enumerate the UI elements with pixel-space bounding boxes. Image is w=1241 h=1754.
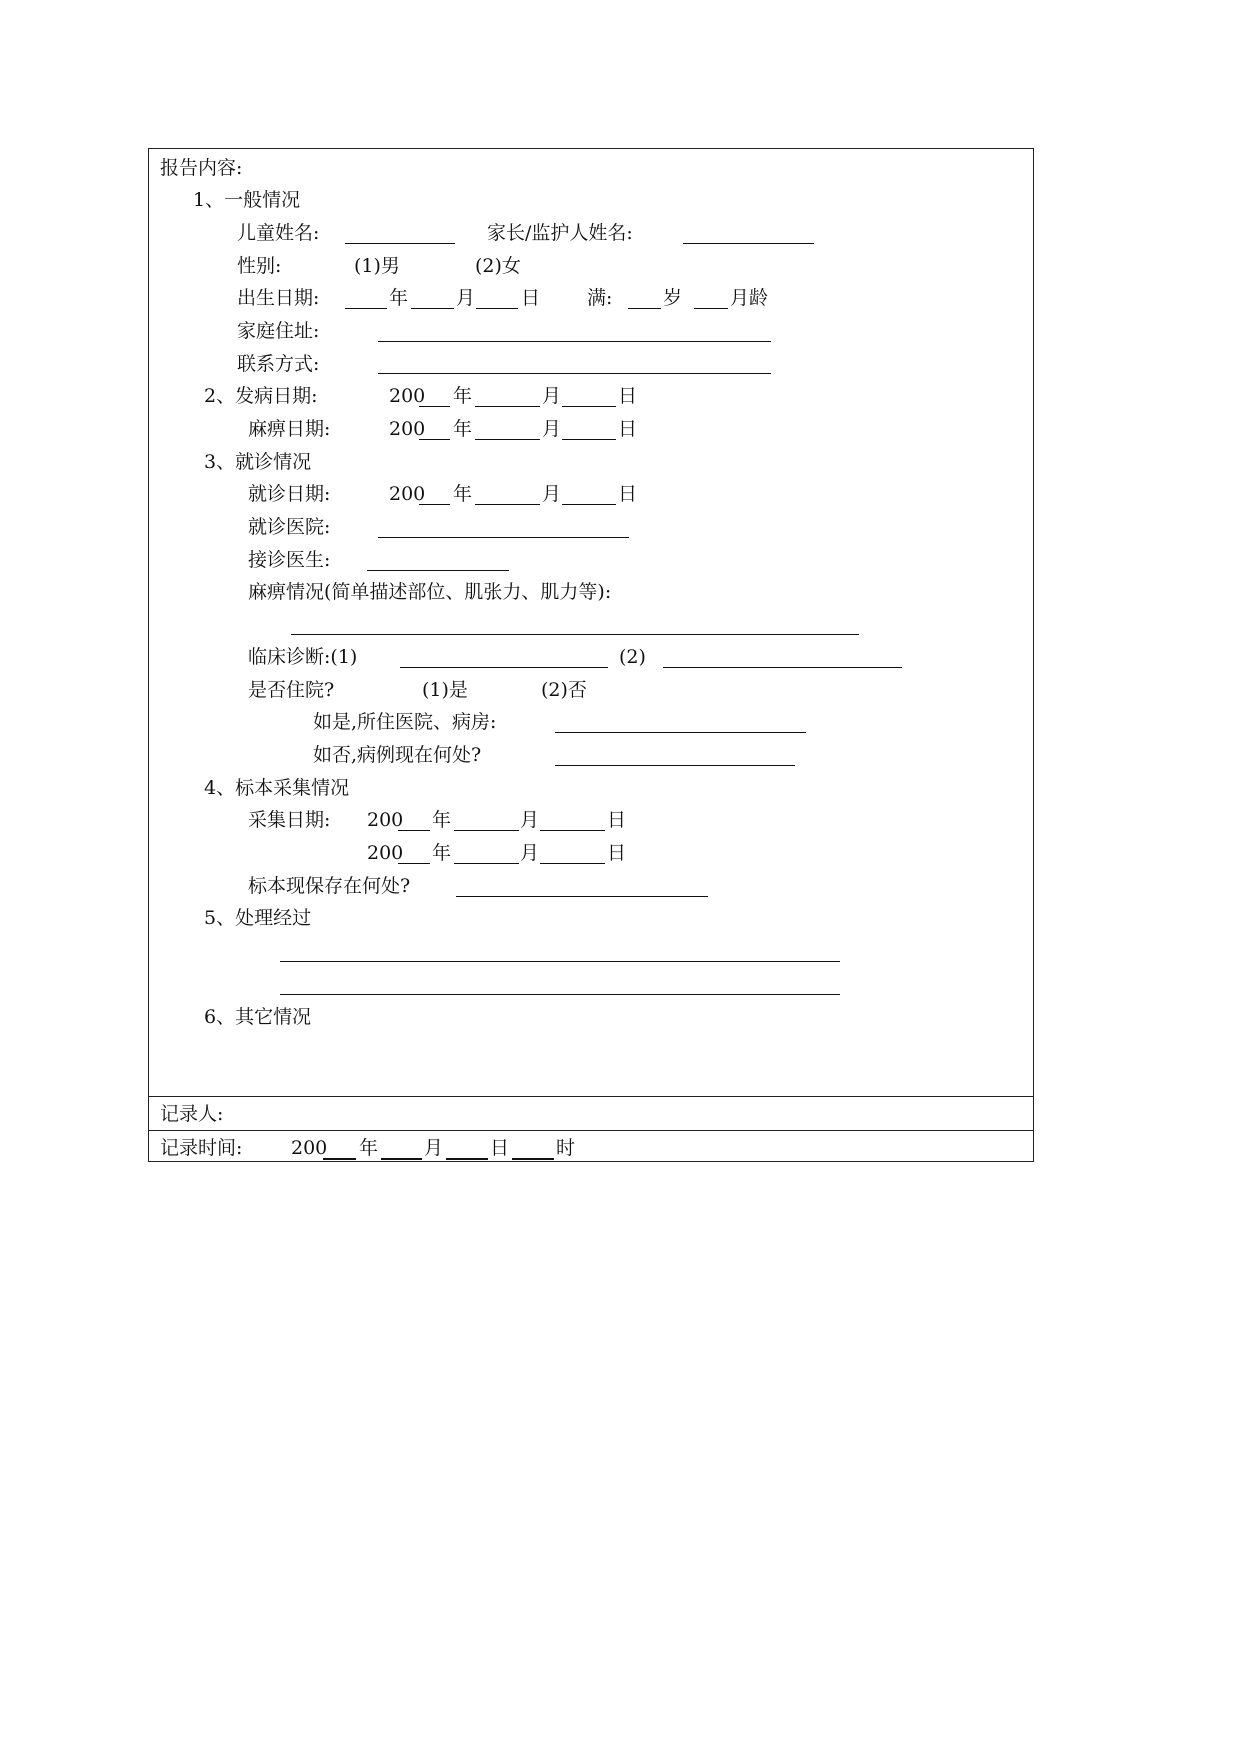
report-content-heading: 报告内容: — [160, 157, 243, 179]
collect-date-label: 采集日期: — [248, 809, 331, 831]
collect-year-unit-1: 年 — [432, 809, 452, 831]
age-years-unit: 岁 — [663, 287, 683, 309]
diagnosis-blank-1[interactable] — [400, 667, 608, 668]
collect-month-blank-2[interactable] — [454, 863, 519, 864]
record-time-month-blank[interactable] — [381, 1158, 422, 1160]
collect-day-unit-2: 日 — [607, 842, 627, 864]
if-yes-blank[interactable] — [555, 732, 806, 733]
collect-year-blank-1[interactable] — [398, 830, 430, 831]
age-months-unit: 月龄 — [730, 287, 769, 309]
record-time-day-blank[interactable] — [446, 1158, 488, 1160]
onset-year-blank[interactable] — [419, 406, 450, 407]
if-no-blank[interactable] — [555, 765, 795, 766]
if-no-label: 如否,病例现在何处? — [313, 744, 482, 766]
age-years-blank[interactable] — [628, 308, 661, 309]
visit-hospital-blank[interactable] — [378, 537, 629, 538]
section-visit-title: 3、就诊情况 — [204, 451, 312, 473]
specimen-storage-blank[interactable] — [456, 896, 708, 897]
gender-option-male[interactable]: (1)男 — [354, 255, 400, 277]
paralysis-description-blank[interactable] — [291, 634, 859, 635]
section-other-title: 6、其它情况 — [204, 1006, 312, 1028]
onset-month-blank[interactable] — [475, 406, 540, 407]
contact-blank[interactable] — [378, 373, 771, 374]
guardian-name-blank[interactable] — [683, 243, 814, 244]
collect-day-unit-1: 日 — [607, 809, 627, 831]
onset-month-unit: 月 — [542, 385, 562, 407]
onset-day-unit: 日 — [618, 385, 638, 407]
recorder-label: 记录人: — [160, 1103, 224, 1125]
section-general-title: 1、一般情况 — [193, 189, 301, 211]
birth-day-blank[interactable] — [476, 308, 518, 309]
paralysis-year-unit: 年 — [453, 418, 473, 440]
birth-month-unit: 月 — [456, 287, 476, 309]
record-time-year-prefix: 200 — [291, 1137, 328, 1159]
visit-hospital-label: 就诊医院: — [248, 516, 331, 538]
visit-date-label: 就诊日期: — [248, 483, 331, 505]
attending-doctor-blank[interactable] — [367, 570, 509, 571]
paralysis-year-prefix: 200 — [389, 418, 426, 440]
paralysis-date-label: 麻痹日期: — [248, 418, 331, 440]
collect-year-unit-2: 年 — [432, 842, 452, 864]
diagnosis-label-1: 临床诊断:(1) — [248, 646, 358, 668]
specimen-storage-label: 标本现保存在何处? — [248, 875, 411, 897]
record-time-year-unit: 年 — [359, 1137, 379, 1159]
recorder-divider — [148, 1096, 1034, 1097]
guardian-name-label: 家长/监护人姓名: — [487, 222, 633, 244]
record-time-day-unit: 日 — [490, 1137, 510, 1159]
record-time-hour-unit: 时 — [556, 1137, 576, 1159]
handling-blank-2[interactable] — [280, 994, 840, 995]
visit-year-unit: 年 — [453, 483, 473, 505]
paralysis-month-unit: 月 — [542, 418, 562, 440]
age-months-blank[interactable] — [694, 308, 728, 309]
attending-doctor-label: 接诊医生: — [248, 549, 331, 571]
child-name-label: 儿童姓名: — [237, 222, 320, 244]
record-time-year-blank[interactable] — [323, 1158, 356, 1160]
admitted-question: 是否住院? — [248, 679, 335, 701]
visit-day-blank[interactable] — [562, 504, 616, 505]
collect-month-unit-1: 月 — [520, 809, 540, 831]
contact-label: 联系方式: — [237, 353, 320, 375]
handling-blank-1[interactable] — [280, 961, 840, 962]
onset-year-prefix: 200 — [389, 385, 426, 407]
birth-day-unit: 日 — [521, 287, 541, 309]
collect-day-blank-1[interactable] — [540, 830, 605, 831]
if-yes-label: 如是,所住医院、病房: — [313, 711, 497, 733]
paralysis-month-blank[interactable] — [475, 439, 540, 440]
collect-month-unit-2: 月 — [520, 842, 540, 864]
gender-option-female[interactable]: (2)女 — [475, 255, 521, 277]
collect-month-blank-1[interactable] — [454, 830, 519, 831]
admitted-option-no[interactable]: (2)否 — [541, 679, 587, 701]
visit-day-unit: 日 — [618, 483, 638, 505]
onset-year-unit: 年 — [453, 385, 473, 407]
collect-year-prefix-1: 200 — [367, 809, 404, 831]
record-time-label: 记录时间: — [160, 1137, 243, 1159]
diagnosis-label-2: (2) — [619, 646, 646, 668]
child-name-blank[interactable] — [345, 243, 455, 244]
record-time-month-unit: 月 — [424, 1137, 444, 1159]
paralysis-day-blank[interactable] — [562, 439, 616, 440]
paralysis-description-label: 麻痹情况(简单描述部位、肌张力、肌力等): — [248, 581, 612, 603]
onset-day-blank[interactable] — [562, 406, 616, 407]
diagnosis-blank-2[interactable] — [663, 667, 902, 668]
birth-month-blank[interactable] — [411, 308, 454, 309]
paralysis-year-blank[interactable] — [419, 439, 450, 440]
record-time-divider — [148, 1130, 1034, 1131]
collect-year-prefix-2: 200 — [367, 842, 404, 864]
collect-day-blank-2[interactable] — [540, 863, 605, 864]
onset-date-label: 2、发病日期: — [204, 385, 318, 407]
address-label: 家庭住址: — [237, 320, 320, 342]
admitted-option-yes[interactable]: (1)是 — [422, 679, 468, 701]
gender-label: 性别: — [237, 255, 282, 277]
birth-year-unit: 年 — [389, 287, 409, 309]
birth-year-blank[interactable] — [345, 308, 387, 309]
section-specimen-title: 4、标本采集情况 — [204, 777, 350, 799]
address-blank[interactable] — [378, 341, 771, 342]
age-full-label: 满: — [587, 287, 613, 309]
collect-year-blank-2[interactable] — [398, 863, 430, 864]
birth-date-label: 出生日期: — [237, 287, 320, 309]
paralysis-day-unit: 日 — [618, 418, 638, 440]
visit-month-blank[interactable] — [475, 504, 540, 505]
visit-year-prefix: 200 — [389, 483, 426, 505]
visit-month-unit: 月 — [542, 483, 562, 505]
record-time-hour-blank[interactable] — [512, 1158, 554, 1160]
visit-year-blank[interactable] — [419, 504, 450, 505]
section-handling-title: 5、处理经过 — [204, 907, 312, 929]
